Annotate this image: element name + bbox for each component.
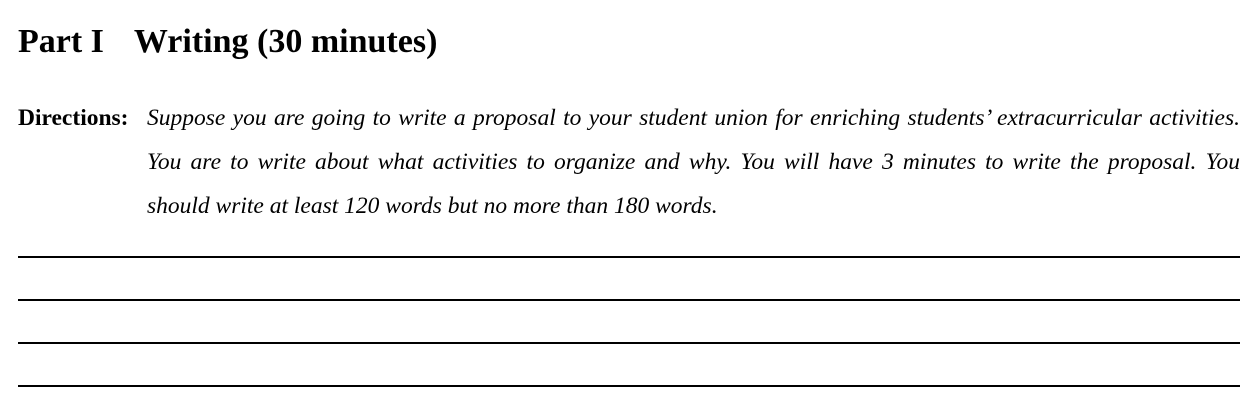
- answer-line[interactable]: [18, 385, 1240, 387]
- answer-line[interactable]: [18, 256, 1240, 258]
- directions-label: Directions:: [18, 105, 129, 131]
- part-number: Part I: [18, 23, 104, 60]
- directions-text: Suppose you are going to write a proposal to your student union for enriching students’ extracurricular activities. You are to write about what activities to organize and why. You will have 3 minutes to write the proposal. You should write at least 120 words but no more than 180 words.: [147, 105, 1240, 219]
- answer-line[interactable]: [18, 342, 1240, 344]
- section-heading: [18, 20, 437, 64]
- directions-block: [18, 96, 1240, 228]
- answer-line[interactable]: [18, 299, 1240, 301]
- section-title: Writing (30 minutes): [133, 23, 438, 60]
